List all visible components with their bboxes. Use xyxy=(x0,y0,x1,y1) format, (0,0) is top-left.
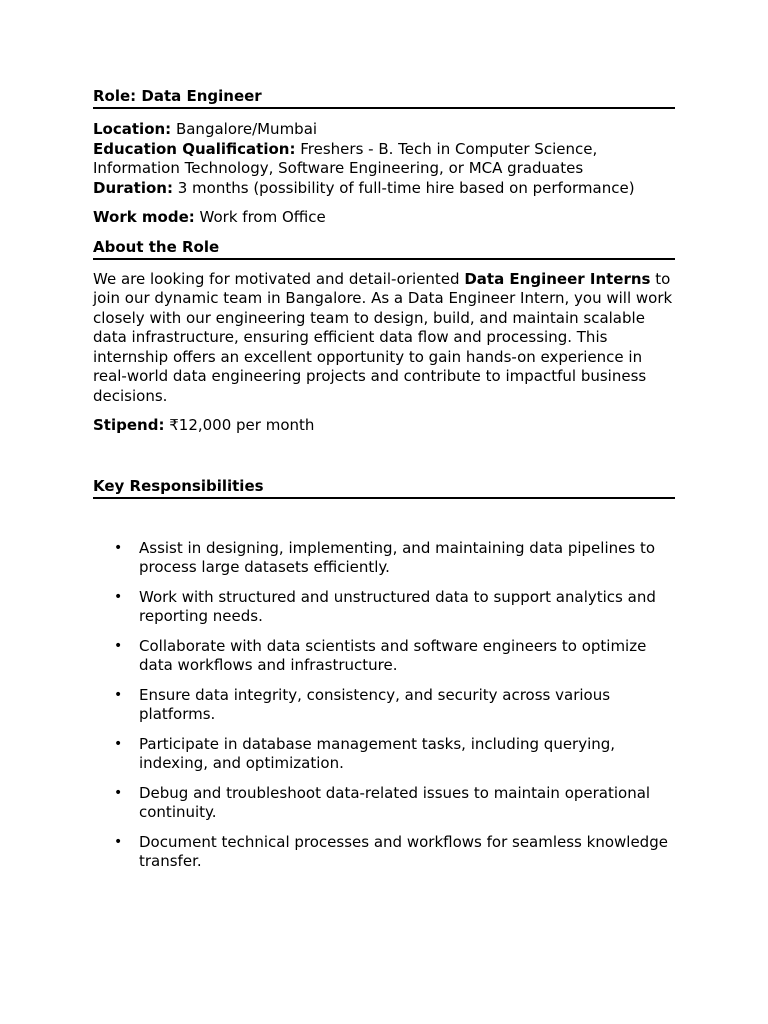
list-item-text: Debug and troubleshoot data-related issues to maintain operational continuity. xyxy=(139,783,651,821)
list-item xyxy=(93,637,675,676)
location-label: Location: xyxy=(93,120,172,138)
list-item-text: Participate in database management tasks, including querying, indexing, and optimization. xyxy=(139,734,616,772)
stipend-value: ₹12,000 per month xyxy=(169,416,315,434)
role-heading: Role: Data Engineer xyxy=(93,86,675,109)
work-mode-value: Work from Office xyxy=(199,208,326,226)
list-item xyxy=(93,539,675,578)
education-value: Freshers - B. Tech in Computer Science, Information Technology, Software Engineering, or MCA graduates xyxy=(93,139,598,177)
bullet-icon: • xyxy=(114,588,123,605)
list-item-text: Collaborate with data scientists and software engineers to optimize data workflows and infrastructure. xyxy=(139,636,647,674)
bullet-icon: • xyxy=(114,735,123,752)
location-value: Bangalore/Mumbai xyxy=(175,120,318,138)
about-body: to join our dynamic team in Bangalore. As a Data Engineer Intern, you will work closely with our engineering team to design, build, and maintain scalable data infrastructure, ensuring efficient data flow and processing. This internship offers an excellent opportunity to gain hands-on experience in real-world data engineering projects and contribute to impactful business decisions. xyxy=(93,269,673,405)
list-item xyxy=(93,784,675,823)
bullet-icon: • xyxy=(114,833,123,850)
stipend-line xyxy=(93,416,675,436)
bullet-icon: • xyxy=(114,637,123,654)
list-item xyxy=(93,686,675,725)
role-details xyxy=(93,120,675,198)
list-item-text: Work with structured and unstructured data to support analytics and reporting needs. xyxy=(139,587,656,625)
about-heading: About the Role xyxy=(93,237,675,260)
duration-value: 3 months (possibility of full-time hire based on performance) xyxy=(177,178,635,197)
work-mode-label: Work mode: xyxy=(93,208,195,226)
stipend-label: Stipend: xyxy=(93,416,165,434)
list-item xyxy=(93,588,675,627)
education-line xyxy=(93,140,675,179)
about-paragraph xyxy=(93,270,675,407)
responsibilities-heading: Key Responsibilities xyxy=(93,476,675,499)
list-item-text: Document technical processes and workflows for seamless knowledge transfer. xyxy=(139,832,668,870)
duration-label: Duration: xyxy=(93,178,173,197)
about-intro: We are looking for motivated and detail-oriented xyxy=(93,269,460,288)
education-label: Education Qualification: xyxy=(93,139,296,158)
document-page xyxy=(93,86,675,882)
list-item-text: Assist in designing, implementing, and maintaining data pipelines to process large datasets efficiently. xyxy=(139,538,655,576)
duration-line xyxy=(93,179,675,199)
about-intro-bold: Data Engineer Interns xyxy=(464,269,651,288)
work-mode-line xyxy=(93,208,675,228)
list-item xyxy=(93,735,675,774)
list-item xyxy=(93,833,675,872)
location-line xyxy=(93,120,675,140)
list-item-text: Ensure data integrity, consistency, and security across various platforms. xyxy=(139,685,611,723)
responsibilities-list xyxy=(93,539,675,872)
bullet-icon: • xyxy=(114,784,123,801)
bullet-icon: • xyxy=(114,686,123,703)
bullet-icon: • xyxy=(114,539,123,556)
